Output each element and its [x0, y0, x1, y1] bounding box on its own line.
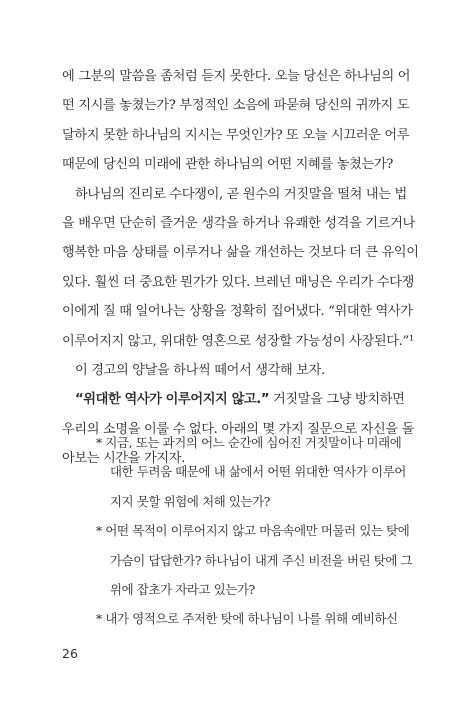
list-item-line: * 내가 영적으로 주저한 탓에 하나님이 나를 위해 예비하신: [96, 611, 398, 627]
text-span: 거짓말을 그냥 방치하면: [269, 392, 405, 408]
text-line: 을 배우면 단순히 즐거운 생각을 하거나 유쾌한 성격을 기르거나: [62, 215, 415, 231]
list-item-line: 지지 못할 위험에 처해 있는가?: [110, 493, 271, 509]
list-item-line: 대한 두려움 때문에 내 삶에서 어떤 위대한 역사가 이루어: [110, 464, 406, 480]
text-line: 이루어지지 않고, 위대한 영혼으로 성장할 가능성이 사장된다.”¹: [62, 333, 414, 349]
list-item-line: 위에 잡초가 자라고 있는가?: [110, 581, 255, 597]
list-item-line: 가슴이 답답한가? 하나님이 내게 주신 비전을 버린 탓에 그: [110, 552, 413, 568]
text-line: 아보는 시간을 가지자.: [62, 451, 186, 467]
text-line: 있다. 훨씬 더 중요한 뭔가가 있다. 브레넌 매닝은 우리가 수다쟁: [62, 274, 414, 290]
body-text: [62, 62, 419, 473]
text-line: [62, 385, 407, 414]
emphasis-quote: “위대한 역사가 이루어지지 않고.”: [75, 392, 270, 408]
text-line: 달하지 못한 하나님의 지시는 무엇인가? 또 오늘 시끄러운 어루: [62, 127, 410, 143]
text-line: 이 경고의 양날을 하나씩 떼어서 생각해 보자.: [75, 362, 325, 378]
text-line: 때문에 당신의 미래에 관한 하나님의 어떤 지혜를 놓쳤는가?: [62, 157, 393, 173]
text-line: 이에게 질 때 일어나는 상황을 정확히 집어냈다. “위대한 역사가: [62, 304, 413, 320]
text-line: 에 그분의 말씀을 좀처럼 듣지 못한다. 오늘 당신은 하나님의 어: [62, 69, 411, 84]
text-line: 우리의 소명을 이룰 수 없다. 아래의 몇 가지 질문으로 자신을 돌: [62, 421, 414, 437]
text-line: 떤 지시를 놓쳤는가? 부정적인 소음에 파묻혀 당신의 귀까지 도: [62, 98, 410, 114]
list-item-line: * 어떤 목적이 이루어지지 않고 마음속에만 머물러 있는 탓에: [96, 523, 410, 539]
page-number: 26: [62, 646, 78, 661]
text-line: 행복한 마음 상태를 이루거나 삶을 개선하는 것보다 더 큰 유익이: [62, 245, 419, 261]
text-line: 하나님의 진리로 수다쟁이, 곧 원수의 거짓말을 떨쳐 내는 법: [75, 186, 407, 202]
list-item-line: * 지금, 또는 과거의 어느 순간에 심어진 거짓말이나 미래에: [96, 435, 402, 450]
